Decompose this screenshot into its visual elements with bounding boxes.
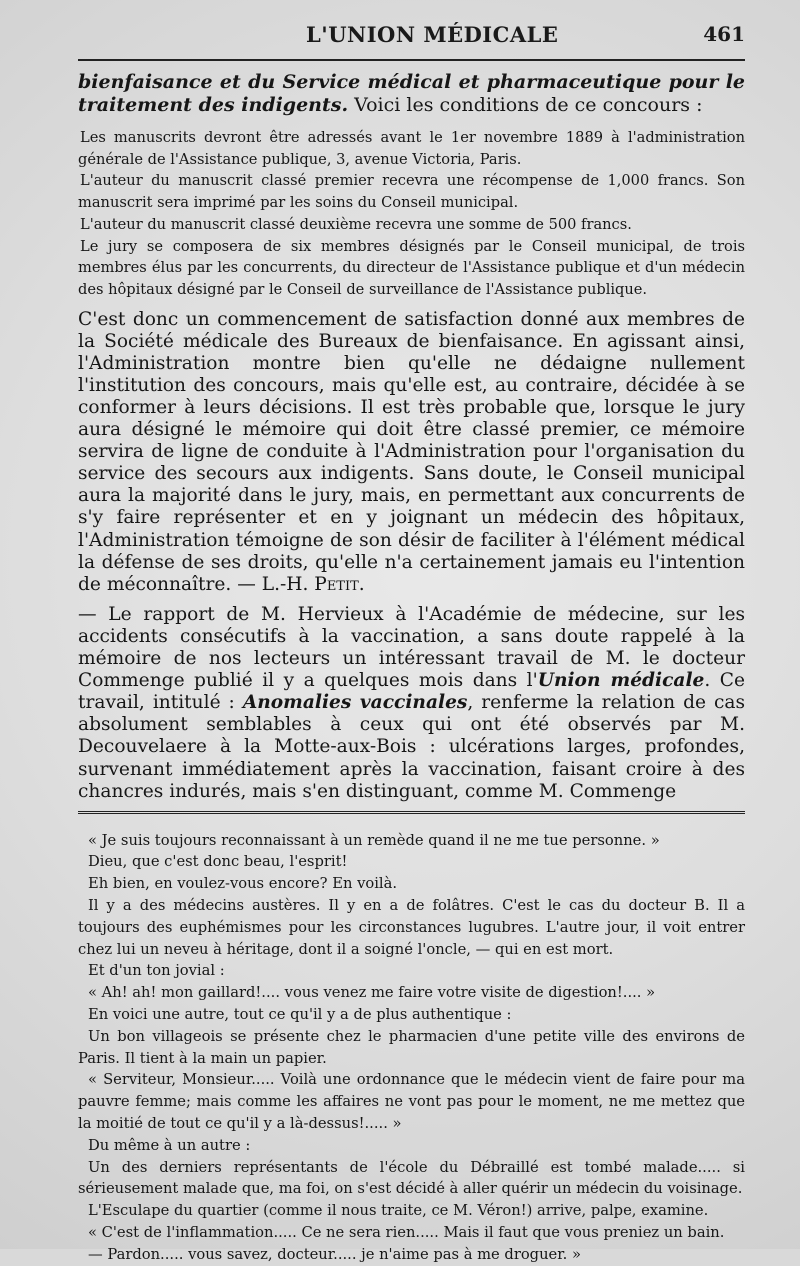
author-signature: L.-H. Petit. xyxy=(261,573,365,595)
intro-italic: bienfaisance et du Service médical et pharmaceutique pour le traitement des indigents. xyxy=(78,71,745,116)
page-number: 461 xyxy=(703,22,745,46)
contest-conditions xyxy=(78,127,745,301)
anecdote-line: « C'est de l'inflammation..... Ce ne sera rien..... Mais il faut que vous preniez un bain. xyxy=(88,1224,725,1242)
paragraph-body: C'est donc un commencement de satisfaction donné aux membres de la Société médicale des Bureaux de bienfaisance. En agissant ainsi, l'Administration montre bien qu'elle ne dédaigne nullement l'institution des concours, mais qu'elle est, au contraire, décidée à se conformer à leurs décisions. Il est très probable que, lorsque le jury aura désigné le mémoire qui doit être classé premier, ce mémoire servira de ligne de conduite à l'Administration pour l'organisation du service des secours aux indigents. Sans doute, le Conseil municipal aura la majorité dans le jury, mais, en permettant aux concurrents de s'y faire représenter et en y joignant un médecin des hôpitaux, l'Administration témoigne de son désir de faciliter à l'élément médical la défense de ses droits, qu'elle n'a certainement jamais eu l'intention de méconnaître. — xyxy=(78,308,745,595)
intro-rest: Voici les conditions de ce concours : xyxy=(348,94,703,116)
anecdote-line: En voici une autre, tout ce qu'il y a de plus authentique : xyxy=(88,1006,512,1024)
anecdote-line: Eh bien, en voulez-vous encore? En voilà. xyxy=(88,875,398,893)
anecdote-line: Dieu, que c'est donc beau, l'esprit! xyxy=(88,853,348,871)
paragraph-part: , renferme la relation de cas absolument semblables à ceux qui ont été observés par M. Decouvelaere à la Motte-aux-Bois : ulcérations larges, profondes, survenant immédiatement après la vaccination, faisant croire à des chancres indurés, mais s'en distinguant, comme M. Commenge xyxy=(78,692,746,802)
condition-item: Le jury se composera de six membres désignés par le Conseil municipal, de trois membres élus par les concurrents, du directeur de l'Assistance publique et d'un médecin des hôpitaux désigné par le Conseil de surveillance de l'Assistance publique. xyxy=(78,237,745,298)
anecdote-line: « Je suis toujours reconnaissant à un remède quand il ne me tue personne. » xyxy=(88,831,660,849)
journal-name: Union médicale xyxy=(537,670,705,692)
condition-item: L'auteur du manuscrit classé deuxième recevra une somme de 500 francs. xyxy=(80,215,632,233)
anecdote-line: — Pardon..... vous savez, docteur..... je n'aime pas à me droguer. » xyxy=(88,1245,581,1263)
anecdote-line: « Serviteur, Monsieur..... Voilà une ordonnance que le médecin vient de faire pour ma pauvre femme; mais comme les affaires ne vont pas pour le moment, ne me mettez que la moitié de tout ce qu'il y a là-dessus!..... » xyxy=(78,1071,745,1133)
anecdote-line: Un des derniers représentants de l'école du Débraillé est tombé malade..... si sérieusement malade que, ma foi, on s'est décidé à aller quérir un médecin du voisinage. xyxy=(78,1158,745,1198)
anecdote-line: Il y a des médecins austères. Il y en a de folâtres. C'est le cas du docteur B. Il a toujours des euphémismes pour les circonstances lugubres. L'autre jour, il voit entrer chez lui un neveu à héritage, dont il a soigné l'oncle, — qui en est mort. xyxy=(78,897,745,958)
intro-sentence xyxy=(78,71,745,117)
paragraph-part: — Le rapport de M. Hervieux à l'Académie de médecine, sur les accidents consécutifs à la vaccination, a sans doute rappelé à la mémoire de nos lecteurs un intéressant travail de M. le docteur Commenge publié il y a quelques mois dans l' xyxy=(78,603,745,692)
anecdote-line: « Ah! ah! mon gaillard!.... vous venez me faire votre visite de digestion!.... » xyxy=(88,984,656,1002)
journal-title: L'UNION MÉDICALE xyxy=(306,22,559,47)
header-rule xyxy=(78,59,745,61)
paragraph-satisfaction xyxy=(78,309,745,596)
anecdote-line: Un bon villageois se présente chez le pharmacien d'une petite ville des environs de Paris. Il tient à la main un papier. xyxy=(78,1027,745,1067)
running-head xyxy=(78,0,745,64)
anecdote-line: Du même à un autre : xyxy=(88,1136,251,1154)
article-title: Anomalies vaccinales xyxy=(242,692,468,714)
anecdote-line: Et d'un ton jovial : xyxy=(88,962,225,980)
paragraph-part: . Ce travail, intitulé : xyxy=(78,670,745,714)
paragraph-vaccination xyxy=(78,604,745,803)
condition-item: L'auteur du manuscrit classé premier recevra une récompense de 1,000 francs. Son manuscrit sera imprimé par les soins du Conseil municipal. xyxy=(78,172,745,212)
feuilleton-anecdotes xyxy=(78,830,745,1266)
anecdote-line: L'Esculape du quartier (comme il nous traite, ce M. Véron!) arrive, palpe, examine. xyxy=(88,1202,709,1220)
condition-item: Les manuscrits devront être adressés avant le 1er novembre 1889 à l'administration générale de l'Assistance publique, 3, avenue Victoria, Paris. xyxy=(78,129,745,168)
main-text xyxy=(78,309,745,803)
feuilleton-separator xyxy=(78,811,745,816)
